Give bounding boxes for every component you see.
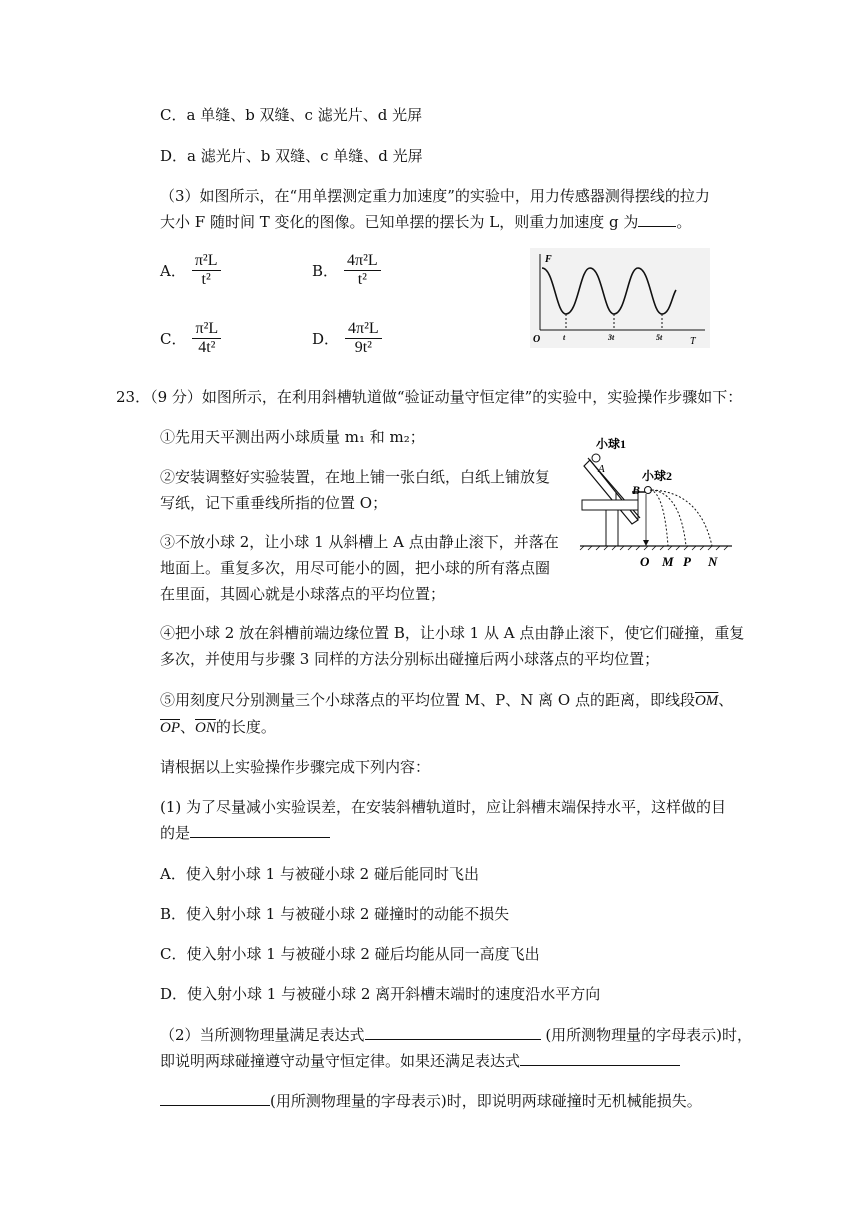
q3-option-b[interactable]: B． $\frac{\text{4π²L}}{\text{t²}}$ (312, 252, 381, 290)
option-d-prev: D．a 滤光片、b 双缝、c 单缝、d 光屏 (160, 147, 423, 165)
tick-5t: 5t (656, 333, 663, 342)
step-1: ①先用天平测出两小球质量 m₁ 和 m₂； (160, 428, 425, 446)
sub2-line3: (用所测物理量的字母表示)时，即说明两球碰撞时无机械能损失。 (160, 1090, 702, 1111)
q23-header: 23．（9 分）如图所示，在利用斜槽轨道做“验证动量守恒定律”的实验中，实验操作步骤如下： (116, 388, 743, 406)
sub1-option-c[interactable]: C．使入射小球 1 与被碰小球 2 碰后均能从同一高度飞出 (160, 945, 540, 963)
graph-x-label: T (690, 336, 696, 347)
answer-blank-momentum[interactable] (365, 1025, 541, 1040)
label-B: B (632, 483, 641, 497)
label-M: M (662, 554, 674, 569)
answer-blank[interactable] (638, 212, 676, 227)
label-O: O (640, 554, 650, 569)
step-3-line1: ③不放小球 2，让小球 1 从斜槽上 A 点由静止滚下，并落在 (160, 533, 559, 551)
force-time-graph (530, 248, 710, 348)
apparatus-diagram (576, 432, 736, 572)
answer-blank[interactable] (190, 823, 330, 838)
label-A: A (598, 463, 605, 475)
label-ball2: 小球2 (642, 469, 673, 483)
q3-option-a[interactable]: A． $\frac{\text{π²L}}{\text{t²}}$ (160, 252, 221, 290)
segment-om: $\overline{OM}$ (694, 693, 719, 709)
tick-t: t (563, 333, 566, 342)
label-N: N (708, 554, 718, 569)
sub1-option-b[interactable]: B．使入射小球 1 与被碰小球 2 碰撞时的动能不损失 (160, 905, 510, 923)
step-4-line1: ④把小球 2 放在斜槽前端边缘位置 B，让小球 1 从 A 点由静止滚下，使它们碰撞，重复 (160, 624, 745, 642)
answer-blank-energy-cont[interactable] (160, 1091, 270, 1106)
tick-3t: 3t (608, 333, 615, 342)
sub1-option-d[interactable]: D．使入射小球 1 与被碰小球 2 离开斜槽末端时的速度沿水平方向 (160, 985, 601, 1003)
graph-origin: O (533, 334, 541, 345)
prompt: 请根据以上实验操作步骤完成下列内容： (160, 758, 431, 776)
step-3-line3: 在里面，其圆心就是小球落点的平均位置； (160, 585, 446, 603)
step-2-line2: 写纸，记下重垂线所指的位置 O； (160, 494, 388, 512)
step-5-line1: ⑤用刻度尺分别测量三个小球落点的平均位置 M、P、N 离 O 点的距离，即线段$\overline{OM}$、 (160, 691, 734, 709)
graph-y-label: F (545, 254, 552, 265)
answer-blank-energy[interactable] (520, 1051, 680, 1066)
ball-1 (592, 454, 600, 462)
step-3-line2: 地面上。重复多次，用尽可能小的圆，把小球的所有落点圈 (160, 559, 551, 577)
step-5-line2: $\overline{OP}$、$\overline{ON}$的长度。 (160, 718, 276, 736)
label-ball1: 小球1 (596, 437, 627, 451)
option-c-prev: C．a 单缝、b 双缝、c 滤光片、d 光屏 (160, 106, 423, 124)
label-P: P (683, 554, 691, 569)
sub2-line2: 即说明两球碰撞遵守动量守恒定律。如果还满足表达式 (160, 1050, 680, 1071)
segment-on: $\overline{ON}$ (195, 720, 216, 736)
sub1-option-a[interactable]: A．使入射小球 1 与被碰小球 2 碰后能同时飞出 (160, 865, 479, 883)
q3-line2: 大小 F 随时间 T 变化的图像。已知单摆的摆长为 L，则重力加速度 g 为 。 (160, 213, 692, 231)
q3-option-c[interactable]: C． $\frac{\text{π²L}}{\text{4t²}}$ (160, 320, 221, 358)
step-4-line2: 多次，并使用与步骤 3 同样的方法分别标出碰撞后两小球落点的平均位置； (160, 650, 660, 668)
q3-line1: （3）如图所示，在“用单摆测定重力加速度”的实验中，用力传感器测得摆线的拉力 (160, 187, 710, 205)
sub2-line1: （2）当所测物理量满足表达式 (用所测物理量的字母表示)时， (160, 1026, 753, 1044)
step-2-line1: ②安装调整好实验装置，在地上铺一张白纸，白纸上铺放复 (160, 468, 551, 486)
sub1-line2: 的是 (160, 822, 330, 843)
q3-option-d[interactable]: D． $\frac{\text{4π²L}}{\text{9t²}}$ (312, 320, 382, 358)
sub1-line1: (1) 为了尽量减小实验误差，在安装斜槽轨道时，应让斜槽末端保持水平，这样做的目 (160, 798, 727, 816)
segment-op: $\overline{OP}$ (160, 720, 180, 736)
